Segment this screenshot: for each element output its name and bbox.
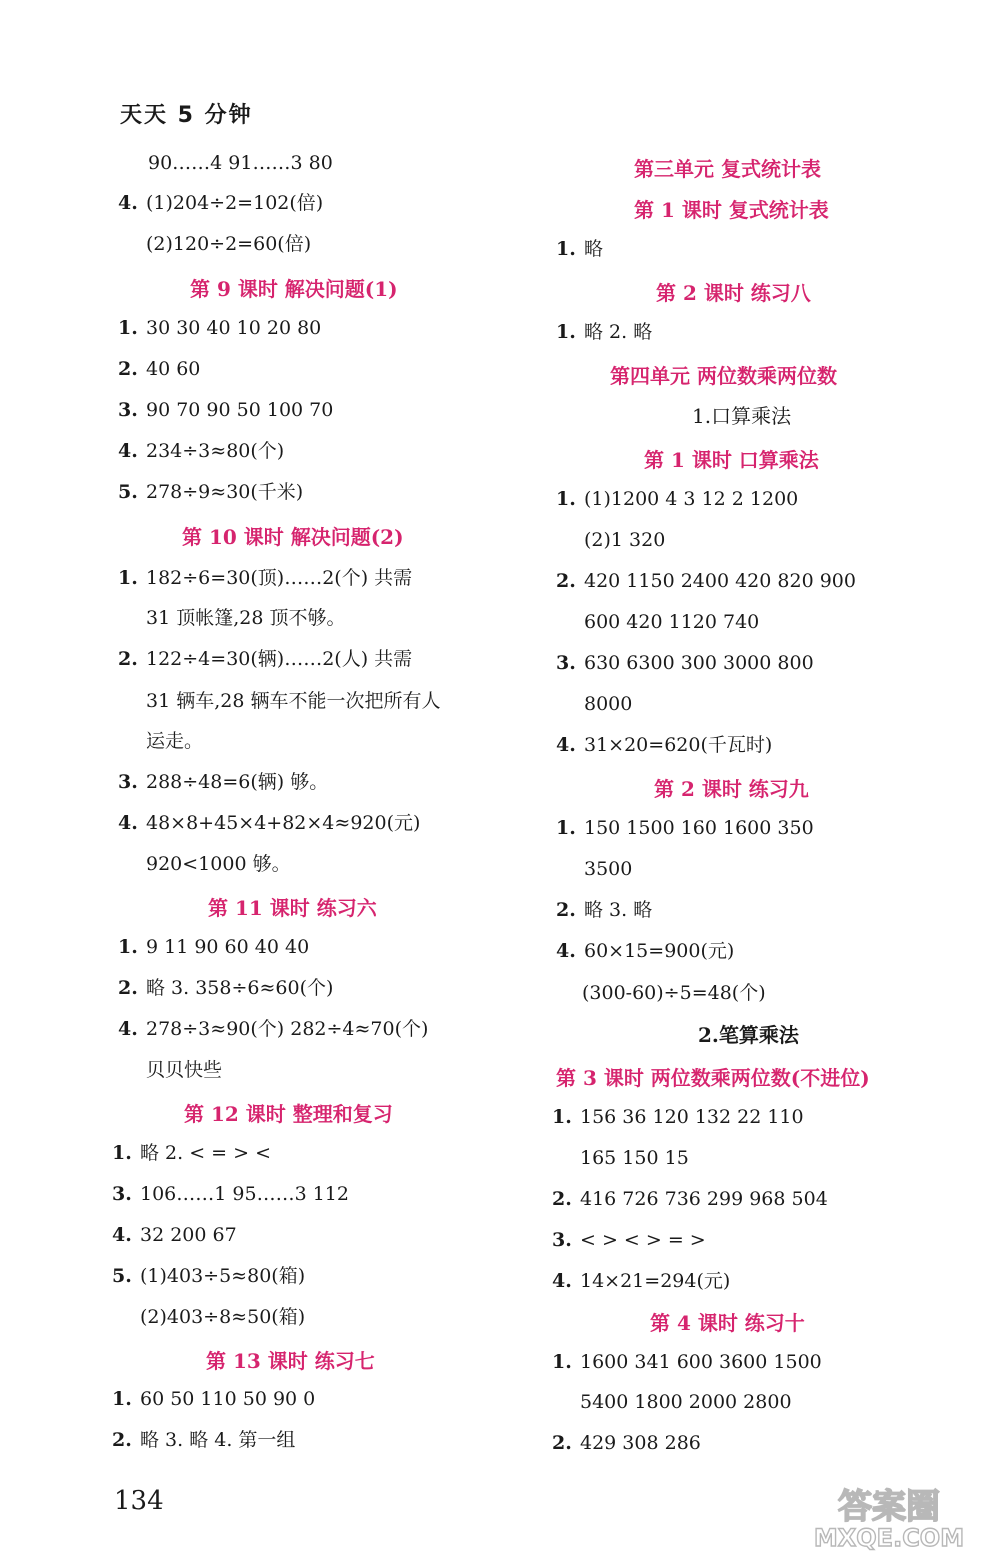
answer-line: (2)403÷8≈50(箱) [140, 1306, 306, 1328]
answer-line: 5. 278÷9≈30(千米) [118, 481, 304, 503]
watermark-top-text: 答案圈 [838, 1487, 940, 1527]
answer-line: 4. 60×15=900(元) [556, 940, 735, 962]
lesson-title: 第 1 课时 复式统计表 [634, 198, 829, 222]
answer-line: 4. 14×21=294(元) [552, 1270, 731, 1292]
answer-line: 600 420 1120 740 [584, 611, 760, 633]
answer-line: 4. 32 200 67 [112, 1224, 237, 1246]
answer-line: 运走。 [146, 730, 204, 752]
answer-line: 2. 429 308 286 [552, 1432, 701, 1454]
header-title: 天天 5 分钟 [120, 103, 253, 128]
lesson-title: 第 3 课时 两位数乘两位数(不进位) [556, 1066, 870, 1090]
answer-line: 2. 略 3. 略 4. 第一组 [112, 1429, 296, 1451]
answer-line: 2. 416 726 736 299 968 504 [552, 1188, 828, 1210]
answer-line: 31 辆车,28 辆车不能一次把所有人 [146, 690, 441, 712]
answer-line: 3. 106……1 95……3 112 [112, 1183, 349, 1205]
answer-line: 3. 288÷48=6(辆) 够。 [118, 771, 329, 793]
answer-line: 90……4 91……3 80 [148, 152, 333, 174]
watermark-logo [794, 1482, 984, 1552]
answer-line: (300-60)÷5=48(个) [582, 982, 766, 1004]
answer-line: 3. 630 6300 300 3000 800 [556, 652, 814, 674]
answer-line: 31 顶帐篷,28 顶不够。 [146, 607, 346, 629]
answer-line: 1. 略 [556, 238, 604, 260]
lesson-title: 第 4 课时 练习十 [650, 1311, 805, 1335]
answer-line: 1. 9 11 90 60 40 40 [118, 936, 310, 958]
answer-line: 4. 31×20=620(千瓦时) [556, 734, 773, 756]
section-subtitle: 1.口算乘法 [692, 404, 792, 428]
answer-line: 1. 182÷6=30(顶)……2(个) 共需 [118, 567, 413, 589]
answer-line: 2. 420 1150 2400 420 820 900 [556, 570, 856, 592]
answer-line: 3. 90 70 90 50 100 70 [118, 399, 334, 421]
answer-line: 1. 1600 341 600 3600 1500 [552, 1351, 822, 1373]
answer-line: 4. 278÷3≈90(个) 282÷4≈70(个) [118, 1018, 429, 1040]
page-number: 134 [114, 1486, 164, 1516]
lesson-title: 第 13 课时 练习七 [206, 1349, 375, 1373]
watermark-bottom-text: MXQE.COM [813, 1524, 965, 1552]
lesson-title: 第 10 课时 解决问题(2) [182, 525, 404, 549]
lesson-title: 第 1 课时 口算乘法 [644, 448, 819, 472]
answer-line: 8000 [584, 693, 633, 715]
answer-line: 4. (1)204÷2=102(倍) [118, 192, 324, 214]
answer-line: 1. 60 50 110 50 90 0 [112, 1388, 316, 1410]
answer-line: 3500 [584, 858, 633, 880]
answer-line: 1. 略 2. < = > < [112, 1142, 272, 1164]
section-subtitle: 2.笔算乘法 [698, 1023, 799, 1047]
answer-line: 165 150 15 [580, 1147, 689, 1169]
unit-title: 第四单元 两位数乘两位数 [610, 364, 837, 388]
unit-title: 第三单元 复式统计表 [634, 157, 821, 181]
lesson-title: 第 12 课时 整理和复习 [184, 1102, 393, 1126]
lesson-title: 第 2 课时 练习八 [656, 281, 811, 305]
answer-line: 4. 234÷3≈80(个) [118, 440, 285, 462]
answer-line: 1. 156 36 120 132 22 110 [552, 1106, 804, 1128]
answer-line: 3. < > < > = > [552, 1229, 706, 1251]
answer-line: 2. 略 3. 358÷6≈60(个) [118, 977, 334, 999]
lesson-title: 第 11 课时 练习六 [208, 896, 377, 920]
answer-line: 2. 122÷4=30(辆)……2(人) 共需 [118, 648, 413, 670]
answer-line: 2. 略 3. 略 [556, 899, 653, 921]
answer-line: 5400 1800 2000 2800 [580, 1391, 792, 1413]
lesson-title: 第 9 课时 解决问题(1) [190, 277, 398, 301]
answer-line: 2. 40 60 [118, 358, 201, 380]
answer-line: 1. 150 1500 160 1600 350 [556, 817, 814, 839]
answer-line: 贝贝快些 [146, 1059, 223, 1081]
answer-line: 1. 略 2. 略 [556, 321, 653, 343]
answer-line: 920<1000 够。 [146, 853, 291, 875]
answer-line: (2)120÷2=60(倍) [146, 233, 312, 255]
answer-line: 1. 30 30 40 10 20 80 [118, 317, 322, 339]
answer-line: (2)1 320 [584, 529, 666, 551]
answer-line: 4. 48×8+45×4+82×4≈920(元) [118, 812, 421, 834]
answer-line: 1. (1)1200 4 3 12 2 1200 [556, 488, 799, 510]
lesson-title: 第 2 课时 练习九 [654, 777, 809, 801]
answer-line: 5. (1)403÷5≈80(箱) [112, 1265, 306, 1287]
